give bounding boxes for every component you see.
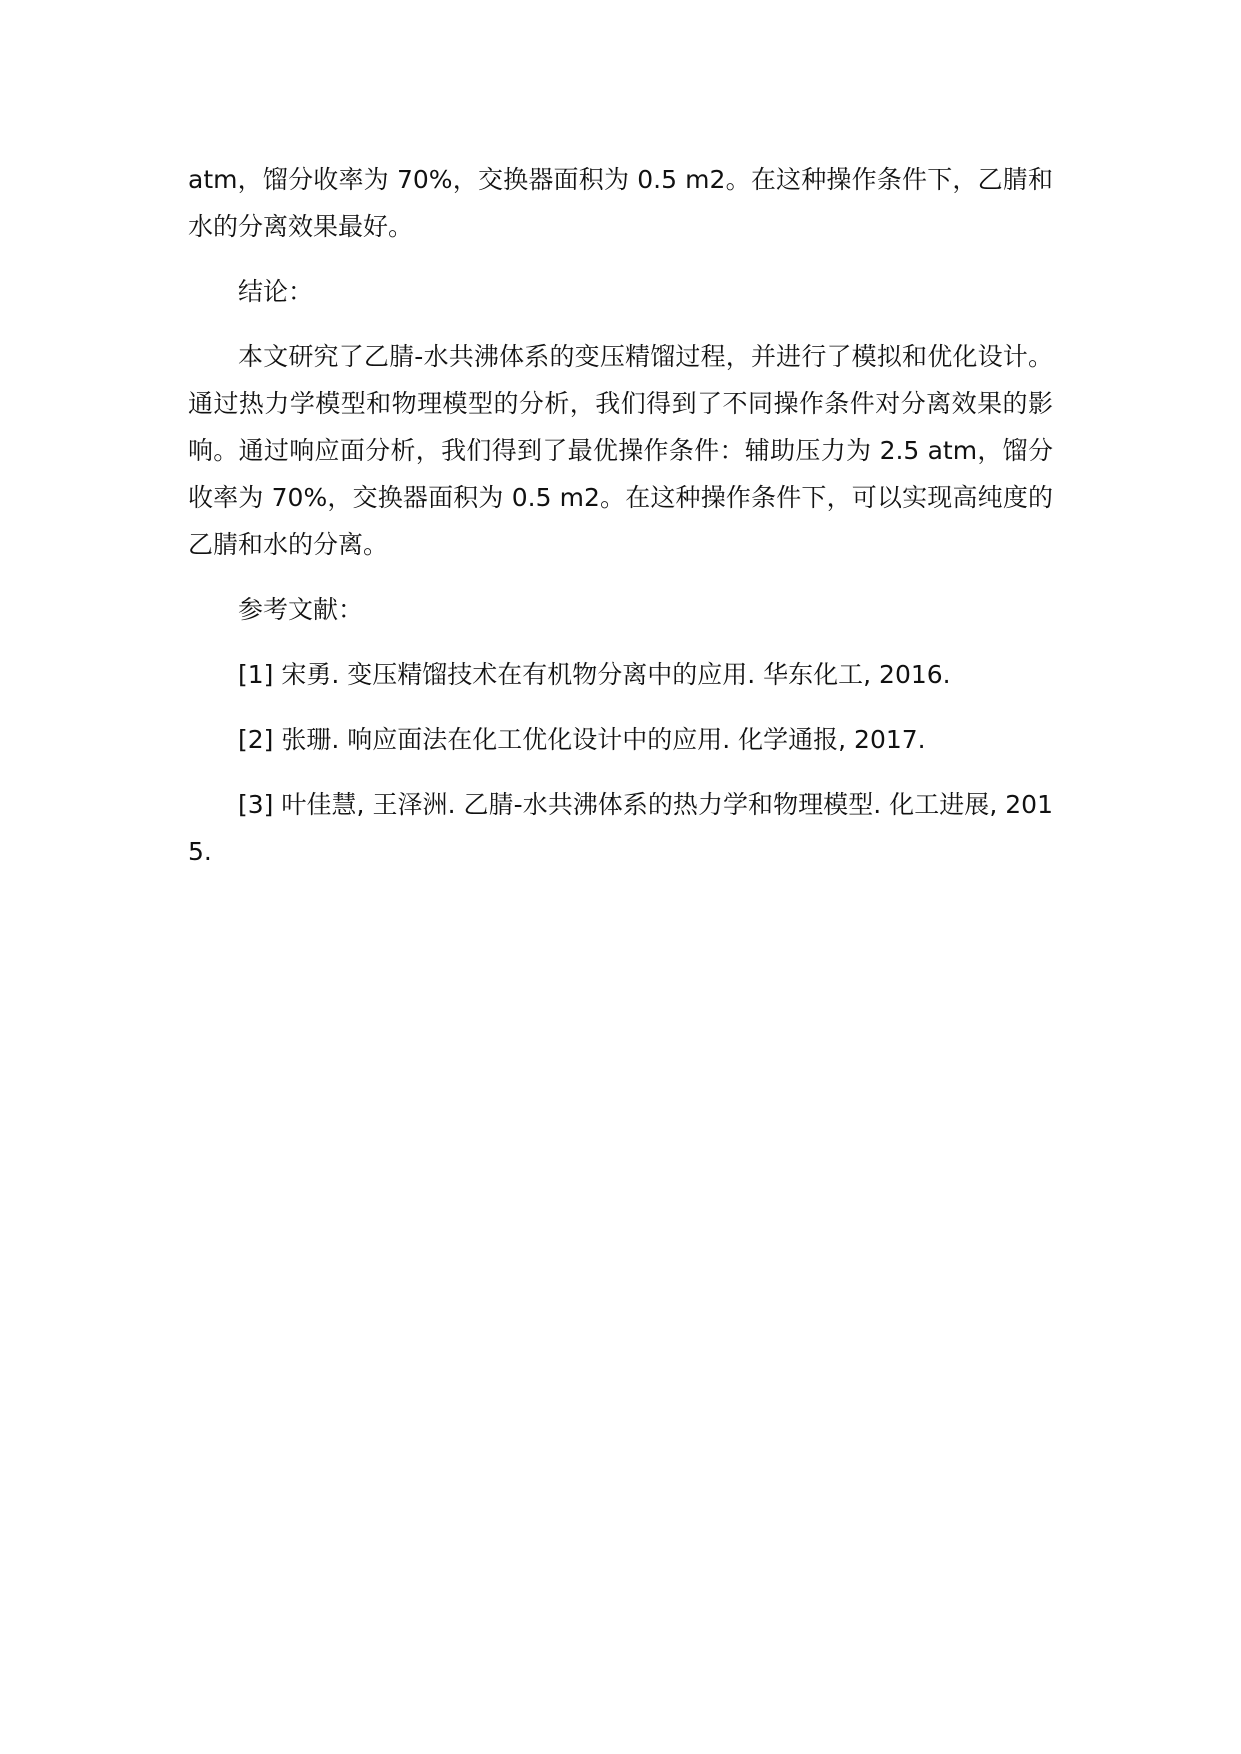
document-body <box>188 156 1053 893</box>
conclusion-heading: 结论： <box>238 277 314 306</box>
references-heading: 参考文献： <box>238 595 364 624</box>
reference-item-3: [3] 叶佳慧, 王泽洲. 乙腈-水共沸体系的热力学和物理模型. 化工进展, 2015. <box>188 790 1053 866</box>
paragraph-continuation: atm，馏分收率为 70%，交换器面积为 0.5 m2。在这种操作条件下，乙腈和水的分离效果最好。 <box>188 165 1053 241</box>
conclusion-paragraph: 本文研究了乙腈-水共沸体系的变压精馏过程，并进行了模拟和优化设计。通过热力学模型和物理模型的分析，我们得到了不同操作条件对分离效果的影响。通过响应面分析，我们得到了最优操作条件：辅助压力为 2.5 atm，馏分收率为 70%，交换器面积为 0.5 m2。在这种操作条件下，可以实现高纯度的乙腈和水的分离。 <box>188 342 1053 559</box>
reference-item-2: [2] 张珊. 响应面法在化工优化设计中的应用. 化学通报, 2017. <box>238 725 926 754</box>
reference-item-1: [1] 宋勇. 变压精馏技术在有机物分离中的应用. 华东化工, 2016. <box>238 660 951 689</box>
